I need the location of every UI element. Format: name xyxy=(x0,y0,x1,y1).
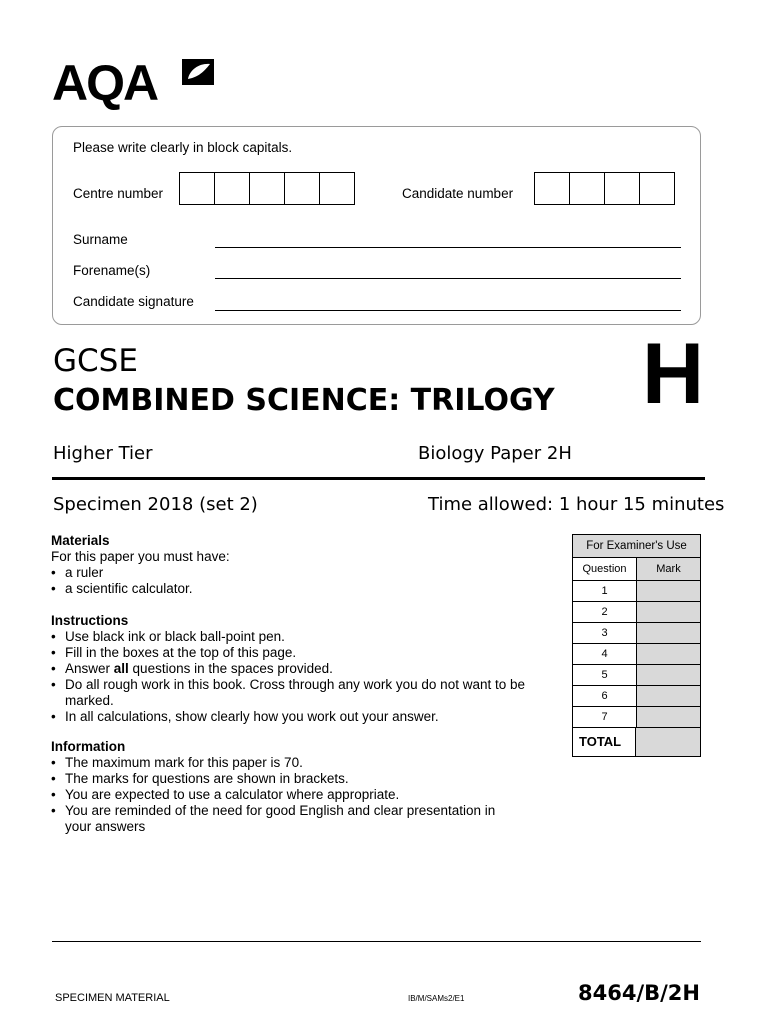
centre-digit-box[interactable] xyxy=(284,172,320,205)
materials-item: • a ruler xyxy=(51,565,531,581)
question-number: 3 xyxy=(573,623,637,643)
instruction-item: • Use black ink or black ball-point pen. xyxy=(51,629,531,645)
instruction-item: • In all calculations, show clearly how you work out your answer. xyxy=(51,709,531,725)
candidate-number-label: Candidate number xyxy=(402,186,514,201)
table-row xyxy=(573,707,700,728)
header-divider xyxy=(52,477,705,480)
table-row xyxy=(573,581,700,602)
candidate-digit-box[interactable] xyxy=(604,172,640,205)
mark-cell xyxy=(637,602,700,622)
surname-line[interactable] xyxy=(215,247,681,248)
information-item: • You are expected to use a calculator where appropriate. xyxy=(51,787,521,803)
instruction-text: questions in the spaces provided. xyxy=(128,661,333,676)
footer-divider xyxy=(52,941,701,942)
mark-cell xyxy=(637,665,700,685)
forename-line[interactable] xyxy=(215,278,681,279)
centre-digit-box[interactable] xyxy=(249,172,285,205)
materials-item: • a scientific calculator. xyxy=(51,581,531,597)
candidate-digit-box[interactable] xyxy=(639,172,675,205)
question-number: 4 xyxy=(573,644,637,664)
instruction-item xyxy=(51,661,531,677)
centre-number-label: Centre number xyxy=(73,186,164,201)
candidate-digit-box[interactable] xyxy=(534,172,570,205)
total-label: TOTAL xyxy=(573,728,636,756)
instruction-emphasis: all xyxy=(113,661,129,676)
total-row xyxy=(573,728,700,756)
question-number: 7 xyxy=(573,707,637,727)
tier-letter: H xyxy=(642,326,705,422)
table-row xyxy=(573,665,700,686)
materials-section xyxy=(51,533,531,597)
qualification-level: GCSE xyxy=(53,343,138,379)
aqa-logo xyxy=(52,55,222,111)
information-item: • You are reminded of the need for good English and clear presentation in your answers xyxy=(51,803,521,835)
materials-intro: For this paper you must have: xyxy=(51,549,230,564)
instructions-section xyxy=(51,613,531,725)
candidate-number-boxes[interactable] xyxy=(534,172,675,205)
centre-digit-box[interactable] xyxy=(319,172,355,205)
instruction-item: • Fill in the boxes at the top of this page. xyxy=(51,645,531,661)
candidate-details-box xyxy=(52,126,701,325)
paper-code: 8464/B/2H xyxy=(578,981,700,1005)
examiner-use-table xyxy=(572,534,701,757)
information-section xyxy=(51,739,521,835)
specimen-material-label: SPECIMEN MATERIAL xyxy=(55,992,170,1004)
table-row xyxy=(573,644,700,665)
mark-cell xyxy=(637,707,700,727)
mark-cell xyxy=(637,644,700,664)
instruction-text: Answer xyxy=(65,661,114,676)
centre-digit-box[interactable] xyxy=(179,172,215,205)
question-column-header: Question xyxy=(573,558,637,580)
surname-label: Surname xyxy=(73,232,128,247)
information-heading: Information xyxy=(51,739,126,754)
mark-cell xyxy=(637,581,700,601)
centre-number-boxes[interactable] xyxy=(179,172,355,205)
centre-digit-box[interactable] xyxy=(214,172,250,205)
mark-column-header: Mark xyxy=(637,558,700,580)
instruction-item: • Do all rough work in this book. Cross through any work you do not want to be marked. xyxy=(51,677,531,709)
table-row xyxy=(573,623,700,644)
question-number: 2 xyxy=(573,602,637,622)
leaf-icon xyxy=(180,55,216,89)
specimen-label: Specimen 2018 (set 2) xyxy=(53,494,258,515)
information-item: • The marks for questions are shown in brackets. xyxy=(51,771,521,787)
forename-label: Forename(s) xyxy=(73,263,151,278)
materials-heading: Materials xyxy=(51,533,110,548)
signature-line[interactable] xyxy=(215,310,681,311)
question-number: 1 xyxy=(573,581,637,601)
mark-cell xyxy=(637,686,700,706)
mark-cell xyxy=(637,623,700,643)
candidate-digit-box[interactable] xyxy=(569,172,605,205)
time-allowed: Time allowed: 1 hour 15 minutes xyxy=(428,494,725,515)
block-capitals-instruction: Please write clearly in block capitals. xyxy=(73,140,293,155)
question-number: 6 xyxy=(573,686,637,706)
table-row xyxy=(573,602,700,623)
paper-label: Biology Paper 2H xyxy=(418,443,572,464)
tier-label: Higher Tier xyxy=(53,443,153,464)
logo-text: AQA xyxy=(52,55,158,111)
subject-title: COMBINED SCIENCE: TRILOGY xyxy=(53,383,555,418)
signature-label: Candidate signature xyxy=(73,294,194,309)
total-mark-cell xyxy=(636,728,700,756)
reference-code: IB/M/SAMs2/E1 xyxy=(408,994,465,1003)
table-row xyxy=(573,686,700,707)
question-number: 5 xyxy=(573,665,637,685)
examiner-table-title: For Examiner's Use xyxy=(573,535,700,558)
instructions-heading: Instructions xyxy=(51,613,129,628)
information-item: • The maximum mark for this paper is 70. xyxy=(51,755,521,771)
